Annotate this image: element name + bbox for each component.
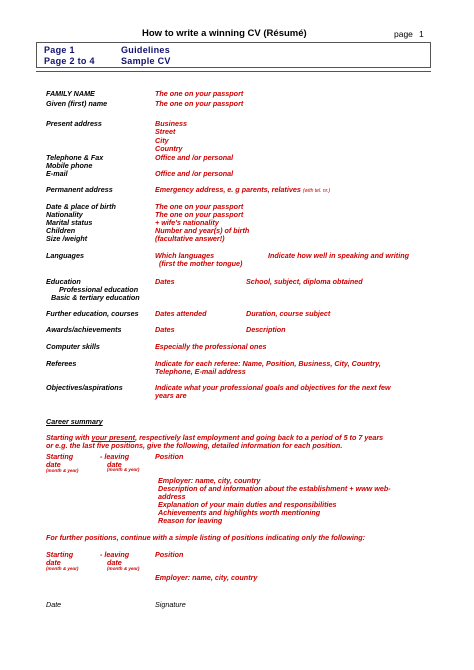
nationality-value: The one on your passport (155, 210, 244, 219)
starting-label-2: Starting (46, 550, 74, 559)
toc-page-1: Page 1 (44, 45, 75, 55)
education-dates: Dates (155, 277, 175, 286)
referees-line2: Telephone, E-mail address (155, 367, 246, 376)
telephone-label: Telephone & Fax (46, 153, 104, 162)
referees-line1: Indicate for each referee: Name, Position, Business, City, Country, (155, 359, 381, 368)
children-label: Children (46, 226, 76, 235)
toc-box (36, 42, 431, 68)
leaving-date-label-2: date (107, 558, 122, 567)
education-label: Education (46, 277, 81, 286)
page-number: 1 (419, 29, 424, 39)
nationality-label: Nationality (46, 210, 83, 219)
family-name-value: The one on your passport (155, 89, 244, 98)
size-label: Size /weight (46, 234, 88, 243)
email-label: E-mail (46, 169, 68, 178)
starting-label: Starting (46, 452, 74, 461)
page-label: page (394, 29, 413, 39)
starting-date-label: date (46, 460, 61, 469)
address-street: Street (155, 127, 176, 136)
leaving-month-year-2: (month & year) (107, 566, 140, 571)
present-address-label: Present address (46, 119, 102, 128)
footer-signature-label: Signature (155, 600, 186, 609)
telephone-value: Office and /or personal (155, 153, 234, 162)
leaving-date-label: date (107, 460, 122, 469)
awards-label: Awards/achievements (46, 325, 122, 334)
objectives-label: Objectives/aspirations (46, 383, 123, 392)
toc-label-1: Guidelines (121, 45, 171, 55)
languages-label: Languages (46, 251, 84, 260)
address-country: Country (155, 144, 183, 153)
further-education-duration: Duration, course subject (246, 309, 331, 318)
career-item-achievements: Achievements and highlights worth mentioning (158, 508, 321, 517)
career-item-duties: Explanation of your main duties and responsibilities (158, 500, 337, 509)
position-label: Position (155, 452, 184, 461)
leaving-month-year: (month & year) (107, 467, 140, 472)
career-item-description: Description of and information about the establishment + www web- (158, 484, 391, 493)
document-title: How to write a winning CV (Résumé) (142, 28, 307, 39)
career-item-employer: Employer: name, city, country (158, 476, 261, 485)
languages-level: Indicate how well in speaking and writing (268, 251, 409, 260)
given-name-value: The one on your passport (155, 99, 244, 108)
career-summary-heading: Career summary (46, 417, 103, 426)
starting-month-year-2: (month & year) (46, 566, 79, 571)
marital-value: + wife's nationality (155, 218, 219, 227)
objectives-line2: years are (155, 391, 187, 400)
objectives-line1: Indicate what your professional goals and objectives for the next few (155, 383, 391, 392)
education-school: School, subject, diploma obtained (246, 277, 363, 286)
career-item-reason: Reason for leaving (158, 516, 223, 525)
computer-skills-label: Computer skills (46, 342, 100, 351)
toc-label-2: Sample CV (121, 56, 171, 66)
awards-description: Description (246, 325, 286, 334)
permanent-address-note: (with tel. nr.) (302, 188, 331, 194)
languages-note: (first the mother tongue) (159, 259, 243, 268)
referees-label: Referees (46, 359, 77, 368)
further-education-dates: Dates attended (155, 309, 207, 318)
marital-label: Marital status (46, 218, 93, 227)
awards-dates: Dates (155, 325, 175, 334)
further-positions-text: For further positions, continue with a simple listing of positions indicating only the following: (46, 533, 366, 542)
birth-value: The one on your passport (155, 202, 244, 211)
given-name-label: Given (first) name (46, 99, 108, 108)
professional-education-label: Professional education (59, 285, 139, 294)
career-item-address: address (158, 492, 186, 501)
position-label-2: Position (155, 550, 184, 559)
children-value: Number and year(s) of birth (155, 226, 250, 235)
footer-date-label: Date (46, 600, 62, 609)
toc-page-2: Page 2 to 4 (44, 56, 95, 66)
toc-divider (36, 71, 431, 72)
career-intro-line1: Starting with your present, respectively last employment and going back to a period of 5 to 7 years (46, 433, 384, 442)
computer-skills-value: Especially the professional ones (155, 342, 267, 351)
birth-label: Date & place of birth (46, 202, 116, 211)
family-name-label: FAMILY NAME (46, 89, 95, 98)
permanent-address-value: Emergency address, e. g parents, relatives (with tel. nr.) (155, 185, 331, 194)
address-business: Business (155, 119, 187, 128)
address-city: City (155, 136, 169, 145)
further-education-label: Further education, courses (46, 309, 139, 318)
leaving-label: - leaving (100, 452, 130, 461)
leaving-label-2: - leaving (100, 550, 130, 559)
starting-month-year: (month & year) (46, 468, 79, 473)
permanent-address-label: Permanent address (46, 185, 113, 194)
employer-2: Employer: name, city, country (155, 573, 258, 582)
mobile-label: Mobile phone (46, 161, 93, 170)
basic-education-label: Basic & tertiary education (51, 293, 140, 302)
email-value: Office and /or personal (155, 169, 234, 178)
starting-date-label-2: date (46, 558, 61, 567)
size-value: (facultative answer!) (155, 234, 225, 243)
career-intro-line2: or e.g. the last five positions, give the following, detailed information for each position. (46, 441, 343, 450)
languages-value: Which languages (155, 251, 215, 260)
